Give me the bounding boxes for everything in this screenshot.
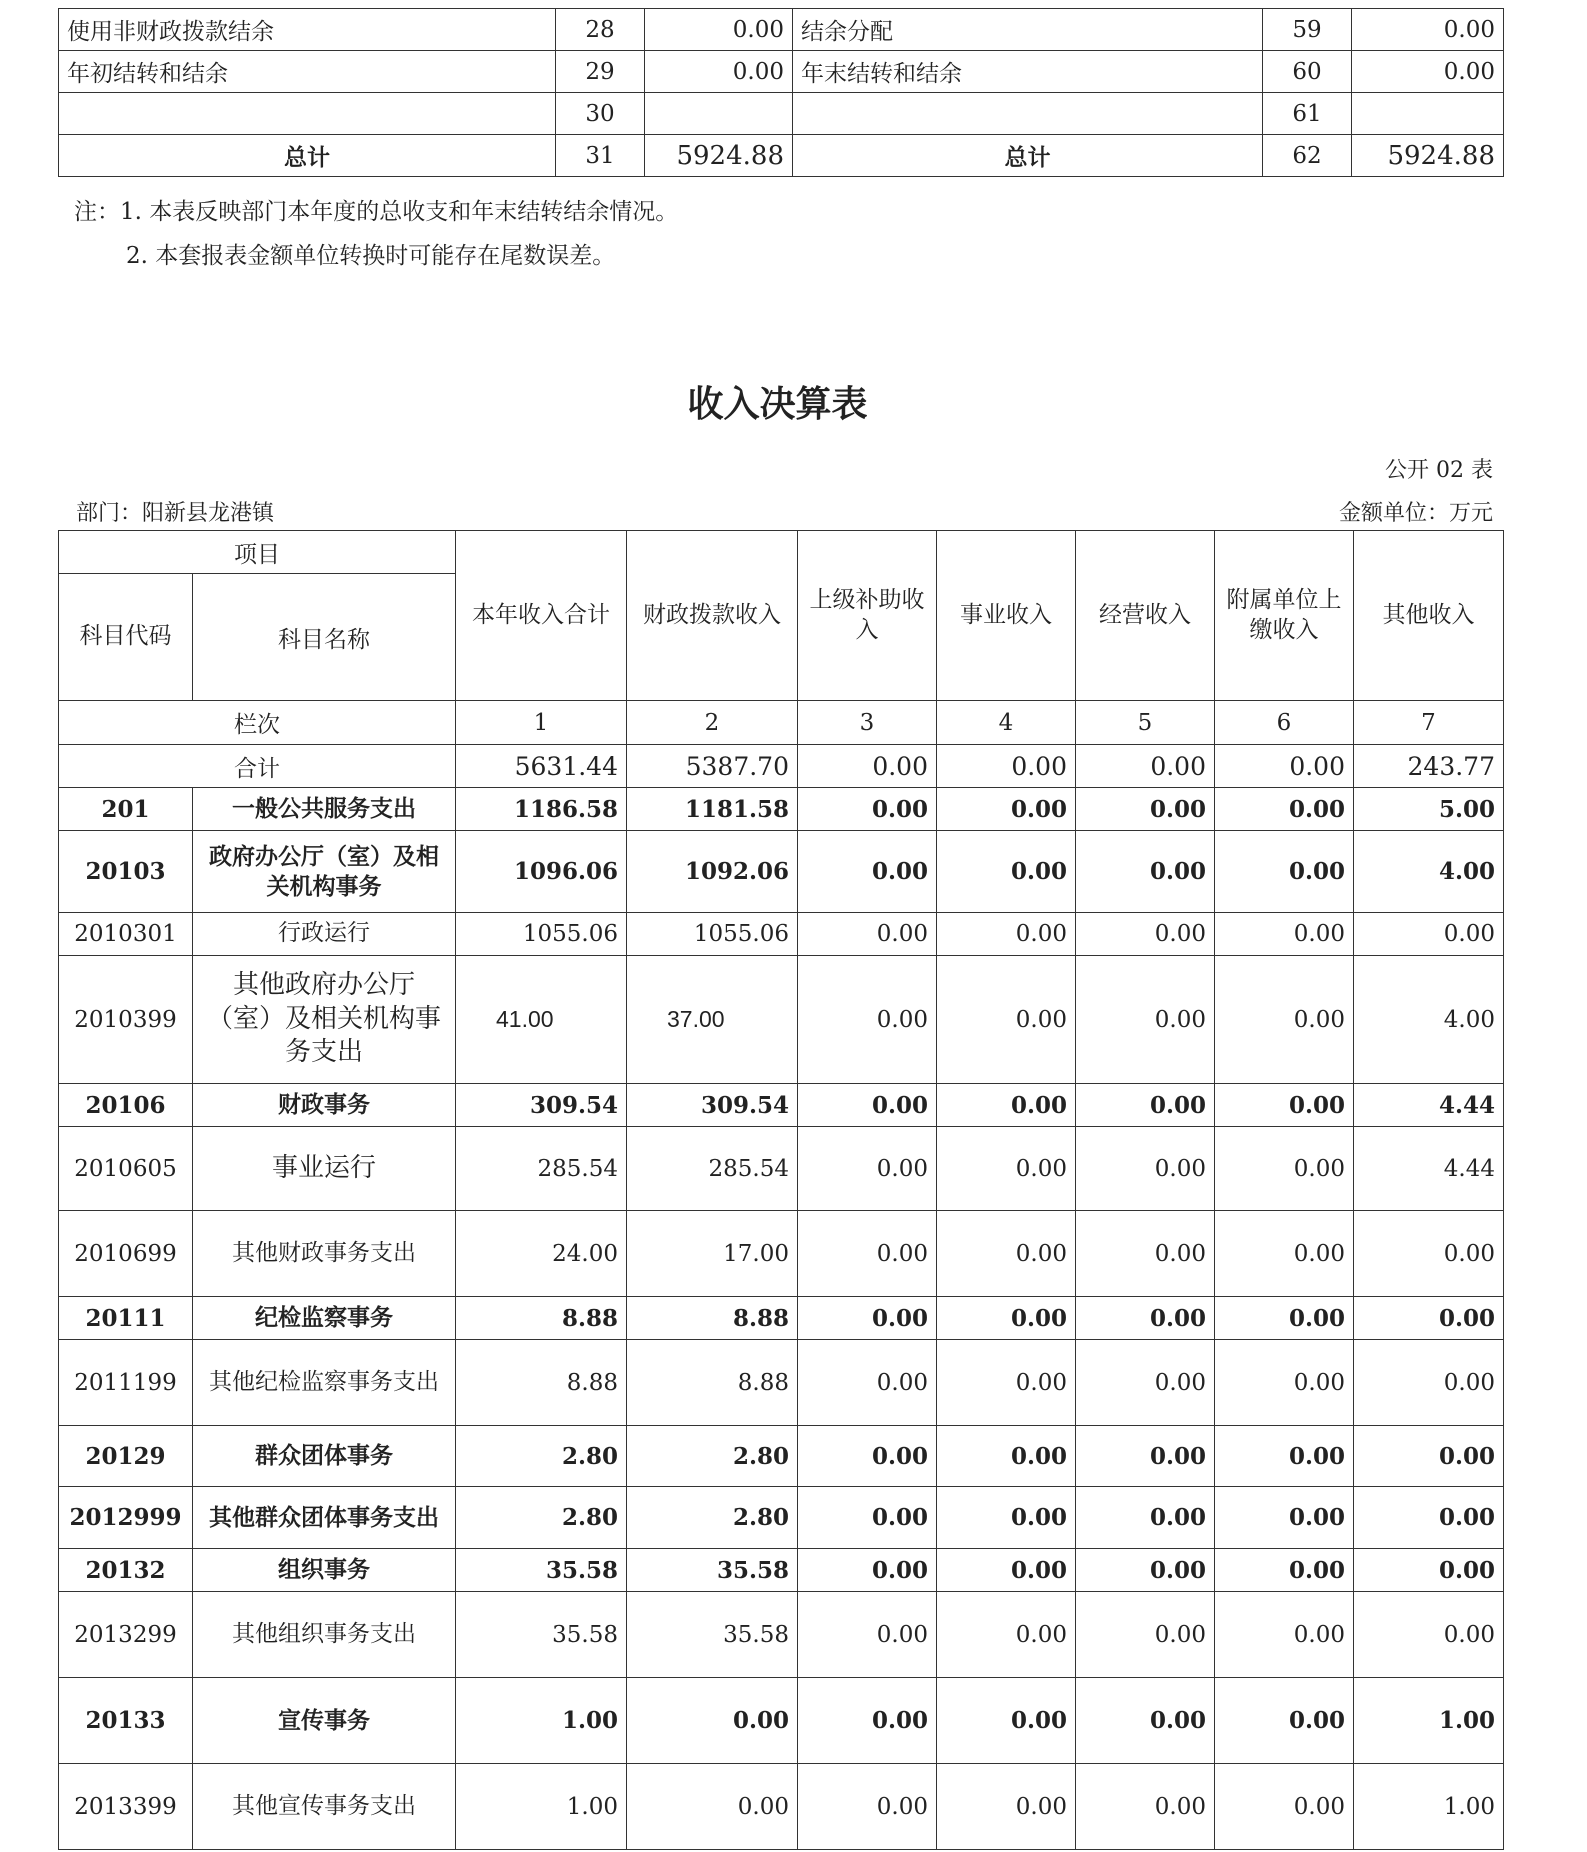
- subject-name: 宣传事务: [193, 1678, 456, 1764]
- col-number: 5: [1076, 701, 1215, 745]
- subject-code: 20129: [59, 1426, 193, 1487]
- total-value: 5387.70: [627, 745, 798, 788]
- table-row: [59, 1127, 1504, 1211]
- amount-cell: 0.00: [798, 1211, 937, 1297]
- amount-cell: 1092.06: [627, 831, 798, 913]
- right-row-no: 59: [1263, 9, 1352, 51]
- amount-cell: 4.00: [1354, 831, 1504, 913]
- right-value: 0.00: [1352, 9, 1504, 51]
- amount-cell: 0.00: [937, 956, 1076, 1084]
- amount-cell: 1.00: [456, 1764, 627, 1850]
- amount-cell: 0.00: [1215, 1127, 1354, 1211]
- header-col-other-income: 其他收入: [1354, 531, 1504, 701]
- amount-cell: 24.00: [456, 1211, 627, 1297]
- department-label: 部门：阳新县龙港镇: [76, 501, 275, 526]
- amount-cell: 35.58: [627, 1549, 798, 1592]
- col-number: 3: [798, 701, 937, 745]
- right-item: 结余分配: [793, 9, 1263, 51]
- subject-code: 2011199: [59, 1340, 193, 1426]
- subject-code: 20111: [59, 1297, 193, 1340]
- amount-cell: 0.00: [798, 1678, 937, 1764]
- table-note-1: 注：1. 本表反映部门本年度的总收支和年末结转结余情况。: [74, 199, 679, 225]
- amount-cell: 0.00: [1076, 831, 1215, 913]
- subject-name: 事业运行: [193, 1127, 456, 1211]
- amount-cell: 5.00: [1354, 788, 1504, 831]
- amount-cell: 0.00: [1076, 1084, 1215, 1127]
- table-row: [59, 831, 1504, 913]
- amount-cell: 4.00: [1354, 956, 1504, 1084]
- amount-cell: 0.00: [937, 1297, 1076, 1340]
- amount-cell: 4.44: [1354, 1084, 1504, 1127]
- amount-cell: 285.54: [627, 1127, 798, 1211]
- amount-cell: 0.00: [1354, 1549, 1504, 1592]
- table-row: [59, 51, 1504, 93]
- amount-cell: 37.00: [627, 956, 798, 1084]
- right-value: 0.00: [1352, 51, 1504, 93]
- left-row-no: 31: [556, 135, 645, 177]
- amount-cell: 41.00: [456, 956, 627, 1084]
- amount-cell: 17.00: [627, 1211, 798, 1297]
- subject-name: 政府办公厅（室）及相关机构事务: [193, 831, 456, 913]
- amount-cell: 0.00: [1076, 1426, 1215, 1487]
- left-row-no: 28: [556, 9, 645, 51]
- income-final-accounts-table: [58, 530, 1504, 1850]
- amount-cell: 0.00: [798, 1084, 937, 1127]
- amount-cell: 1186.58: [456, 788, 627, 831]
- amount-cell: 0.00: [1076, 1127, 1215, 1211]
- amount-cell: 0.00: [798, 831, 937, 913]
- table-row: [59, 788, 1504, 831]
- subject-code: 20106: [59, 1084, 193, 1127]
- subject-code: 201: [59, 788, 193, 831]
- amount-cell: 0.00: [1076, 1487, 1215, 1549]
- header-col-total-income: 本年收入合计: [456, 531, 627, 701]
- table-row: [59, 1549, 1504, 1592]
- right-row-no: 60: [1263, 51, 1352, 93]
- header-col-superior-subsidy: 上级补助收入: [798, 531, 937, 701]
- data-rows: [59, 788, 1504, 1850]
- subject-name: 群众团体事务: [193, 1426, 456, 1487]
- header-col-business-income: 事业收入: [937, 531, 1076, 701]
- income-expense-summary-table: [58, 8, 1504, 177]
- subject-name: 其他财政事务支出: [193, 1211, 456, 1297]
- amount-cell: 0.00: [1354, 1592, 1504, 1678]
- amount-cell: 0.00: [1215, 1297, 1354, 1340]
- amount-cell: 1.00: [1354, 1764, 1504, 1850]
- amount-cell: 0.00: [798, 1592, 937, 1678]
- amount-cell: 0.00: [937, 1678, 1076, 1764]
- amount-cell: 0.00: [937, 1211, 1076, 1297]
- right-item: 年末结转和结余: [793, 51, 1263, 93]
- subject-code: 2013299: [59, 1592, 193, 1678]
- left-value: 0.00: [645, 9, 793, 51]
- table-row: [59, 1084, 1504, 1127]
- amount-cell: 0.00: [1076, 913, 1215, 956]
- col-number: 2: [627, 701, 798, 745]
- left-item: [59, 93, 556, 135]
- subject-code: 2010301: [59, 913, 193, 956]
- amount-cell: 1096.06: [456, 831, 627, 913]
- right-row-no: 62: [1263, 135, 1352, 177]
- amount-cell: 0.00: [1215, 1678, 1354, 1764]
- subject-name: 其他群众团体事务支出: [193, 1487, 456, 1549]
- amount-cell: 1055.06: [627, 913, 798, 956]
- subject-name: 一般公共服务支出: [193, 788, 456, 831]
- total-value: 0.00: [1215, 745, 1354, 788]
- total-value: 5631.44: [456, 745, 627, 788]
- subject-name: 其他组织事务支出: [193, 1592, 456, 1678]
- subject-name: 其他纪检监察事务支出: [193, 1340, 456, 1426]
- amount-cell: 4.44: [1354, 1127, 1504, 1211]
- table-note-2: 2. 本套报表金额单位转换时可能存在尾数误差。: [126, 243, 616, 269]
- subject-name: 纪检监察事务: [193, 1297, 456, 1340]
- form-number: 公开 02 表: [1385, 458, 1493, 483]
- amount-cell: 2.80: [456, 1426, 627, 1487]
- right-row-no: 61: [1263, 93, 1352, 135]
- amount-cell: 1.00: [456, 1678, 627, 1764]
- table-row: [59, 1487, 1504, 1549]
- amount-cell: 0.00: [798, 956, 937, 1084]
- subject-code: 2010699: [59, 1211, 193, 1297]
- right-item: [793, 93, 1263, 135]
- amount-cell: 0.00: [798, 1426, 937, 1487]
- subject-code: 2012999: [59, 1487, 193, 1549]
- col-number: 6: [1215, 701, 1354, 745]
- subject-code: 20132: [59, 1549, 193, 1592]
- amount-cell: 1.00: [1354, 1678, 1504, 1764]
- amount-cell: 0.00: [937, 788, 1076, 831]
- amount-cell: 0.00: [798, 788, 937, 831]
- header-subject-name: 科目名称: [193, 574, 456, 701]
- table-row: [59, 1678, 1504, 1764]
- table-row: [59, 1764, 1504, 1850]
- left-row-no: 30: [556, 93, 645, 135]
- amount-cell: 35.58: [456, 1592, 627, 1678]
- table-row: [59, 9, 1504, 51]
- amount-cell: 0.00: [1215, 831, 1354, 913]
- left-total-label: 总计: [59, 135, 556, 177]
- table-row: [59, 1297, 1504, 1340]
- total-value: 243.77: [1354, 745, 1504, 788]
- table-row: [59, 913, 1504, 956]
- col-number: 4: [937, 701, 1076, 745]
- amount-cell: 35.58: [627, 1592, 798, 1678]
- amount-cell: 0.00: [627, 1678, 798, 1764]
- amount-cell: 0.00: [798, 1764, 937, 1850]
- page-title: 收入决算表: [687, 384, 868, 425]
- amount-cell: 0.00: [937, 1549, 1076, 1592]
- amount-cell: 0.00: [937, 1487, 1076, 1549]
- table-row: [59, 1211, 1504, 1297]
- amount-cell: 0.00: [937, 913, 1076, 956]
- column-number-row: [59, 701, 1504, 745]
- subject-name: 组织事务: [193, 1549, 456, 1592]
- header-col-fiscal-appropriation: 财政拨款收入: [627, 531, 798, 701]
- row-label: 栏次: [59, 701, 456, 745]
- amount-cell: 0.00: [1215, 788, 1354, 831]
- amount-cell: 0.00: [627, 1764, 798, 1850]
- table-row: [59, 135, 1504, 177]
- amount-cell: 8.88: [456, 1297, 627, 1340]
- amount-cell: 0.00: [1215, 1764, 1354, 1850]
- amount-cell: 0.00: [798, 913, 937, 956]
- amount-cell: 0.00: [1215, 1340, 1354, 1426]
- amount-cell: 0.00: [1076, 788, 1215, 831]
- amount-cell: 309.54: [456, 1084, 627, 1127]
- amount-cell: 0.00: [1076, 1211, 1215, 1297]
- amount-cell: 1055.06: [456, 913, 627, 956]
- amount-cell: 8.88: [627, 1340, 798, 1426]
- amount-cell: 2.80: [456, 1487, 627, 1549]
- right-value: [1352, 93, 1504, 135]
- table-row: [59, 956, 1504, 1084]
- total-label: 合计: [59, 745, 456, 788]
- subject-name: 行政运行: [193, 913, 456, 956]
- header-project: 项目: [59, 531, 456, 574]
- amount-cell: 0.00: [1076, 1592, 1215, 1678]
- amount-cell: 0.00: [798, 1549, 937, 1592]
- amount-cell: 309.54: [627, 1084, 798, 1127]
- amount-cell: 0.00: [1215, 1211, 1354, 1297]
- amount-cell: 0.00: [798, 1487, 937, 1549]
- amount-cell: 0.00: [1076, 1549, 1215, 1592]
- subject-name: 其他宣传事务支出: [193, 1764, 456, 1850]
- amount-cell: 0.00: [798, 1127, 937, 1211]
- amount-cell: 1181.58: [627, 788, 798, 831]
- amount-cell: 0.00: [937, 1764, 1076, 1850]
- amount-cell: 2.80: [627, 1426, 798, 1487]
- amount-cell: 0.00: [937, 1340, 1076, 1426]
- amount-cell: 0.00: [1354, 1211, 1504, 1297]
- amount-cell: 0.00: [1354, 1297, 1504, 1340]
- amount-cell: 0.00: [1076, 1678, 1215, 1764]
- amount-cell: 0.00: [1354, 1426, 1504, 1487]
- total-row: [59, 745, 1504, 788]
- header-col-operating-income: 经营收入: [1076, 531, 1215, 701]
- amount-cell: 0.00: [1215, 1084, 1354, 1127]
- subject-code: 20133: [59, 1678, 193, 1764]
- left-total-value: 5924.88: [645, 135, 793, 177]
- amount-cell: 35.58: [456, 1549, 627, 1592]
- amount-cell: 0.00: [1354, 913, 1504, 956]
- amount-cell: 8.88: [627, 1297, 798, 1340]
- table-row: [59, 1592, 1504, 1678]
- header-col-affiliated-units: 附属单位上缴收入: [1215, 531, 1354, 701]
- subject-code: 2010605: [59, 1127, 193, 1211]
- subject-code: 2010399: [59, 956, 193, 1084]
- amount-cell: 0.00: [798, 1340, 937, 1426]
- total-value: 0.00: [1076, 745, 1215, 788]
- amount-cell: 0.00: [937, 1127, 1076, 1211]
- subject-name: 财政事务: [193, 1084, 456, 1127]
- amount-cell: 0.00: [1076, 956, 1215, 1084]
- amount-unit-label: 金额单位：万元: [1338, 501, 1493, 526]
- amount-cell: 8.88: [456, 1340, 627, 1426]
- left-item: 使用非财政拨款结余: [59, 9, 556, 51]
- amount-cell: 0.00: [1076, 1297, 1215, 1340]
- amount-cell: 0.00: [1215, 1487, 1354, 1549]
- left-row-no: 29: [556, 51, 645, 93]
- header-subject-code: 科目代码: [59, 574, 193, 701]
- amount-cell: 0.00: [1215, 1592, 1354, 1678]
- amount-cell: 2.80: [627, 1487, 798, 1549]
- total-value: 0.00: [798, 745, 937, 788]
- left-value: [645, 93, 793, 135]
- table-row: [59, 93, 1504, 135]
- amount-cell: 0.00: [1354, 1340, 1504, 1426]
- amount-cell: 0.00: [937, 831, 1076, 913]
- left-item: 年初结转和结余: [59, 51, 556, 93]
- right-total-label: 总计: [793, 135, 1263, 177]
- header-row: [59, 531, 1504, 574]
- amount-cell: 0.00: [1076, 1340, 1215, 1426]
- table-row: [59, 1340, 1504, 1426]
- col-number: 1: [456, 701, 627, 745]
- right-total-value: 5924.88: [1352, 135, 1504, 177]
- amount-cell: 0.00: [1354, 1487, 1504, 1549]
- subject-name: 其他政府办公厅（室）及相关机构事务支出: [193, 956, 456, 1084]
- amount-cell: 285.54: [456, 1127, 627, 1211]
- col-number: 7: [1354, 701, 1504, 745]
- subject-code: 20103: [59, 831, 193, 913]
- amount-cell: 0.00: [798, 1297, 937, 1340]
- left-value: 0.00: [645, 51, 793, 93]
- amount-cell: 0.00: [937, 1592, 1076, 1678]
- amount-cell: 0.00: [937, 1426, 1076, 1487]
- amount-cell: 0.00: [1215, 1549, 1354, 1592]
- amount-cell: 0.00: [1076, 1764, 1215, 1850]
- amount-cell: 0.00: [1215, 1426, 1354, 1487]
- amount-cell: 0.00: [1215, 913, 1354, 956]
- amount-cell: 0.00: [937, 1084, 1076, 1127]
- amount-cell: 0.00: [1215, 956, 1354, 1084]
- total-value: 0.00: [937, 745, 1076, 788]
- table-row: [59, 1426, 1504, 1487]
- subject-code: 2013399: [59, 1764, 193, 1850]
